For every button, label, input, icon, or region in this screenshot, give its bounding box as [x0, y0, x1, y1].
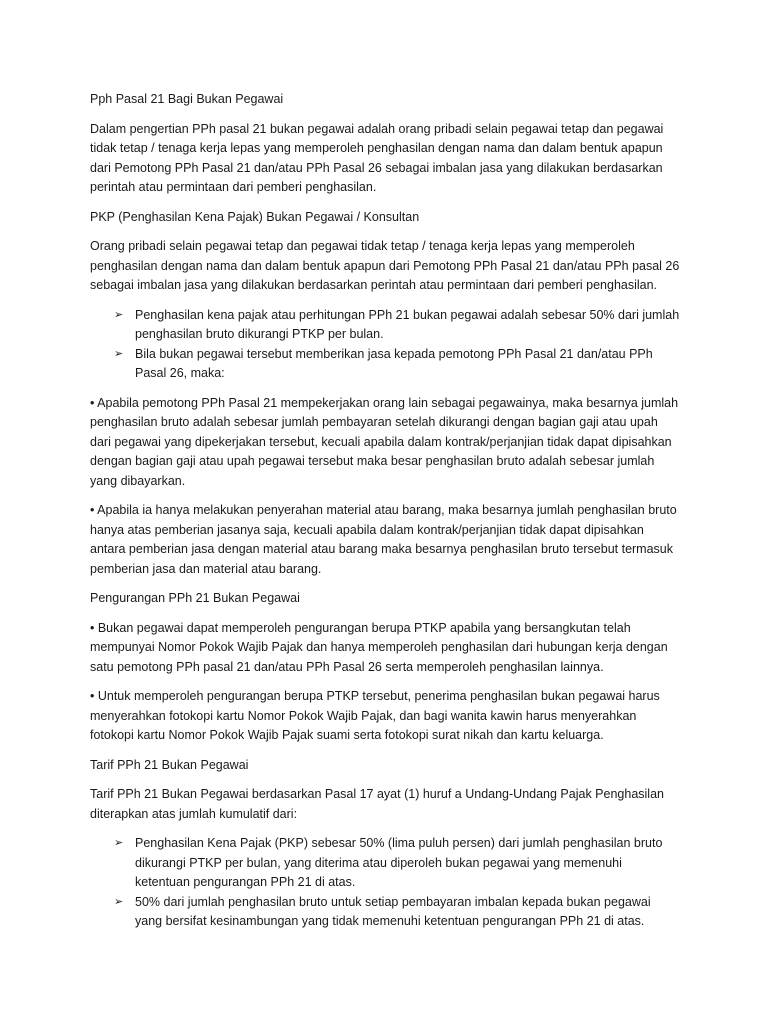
paragraph-material-barang: • Apabila ia hanya melakukan penyerahan material atau barang, maka besarnya jumlah penghasilan bruto hanya atas pemberian jasanya saja, kecuali apabila dalam kontrak/perjanjian tidak dapat dipisahkan antara pemberian jasa dengan material atau barang maka besarnya penghasilan bruto tersebut termasuk pemberian jasa dan material atau barang. — [90, 503, 677, 576]
arrow-bullet-icon: ➢ — [114, 347, 124, 360]
heading-tarif: Tarif PPh 21 Bukan Pegawai — [90, 757, 249, 772]
arrow-bullet-icon: ➢ — [114, 837, 124, 849]
paragraph-tarif: Tarif PPh 21 Bukan Pegawai berdasarkan Pasal 17 ayat (1) huruf a Undang-Undang Pajak Penghasilan diterapkan atas jumlah kumulatif dari: — [90, 787, 664, 821]
list-item-text: Bila bukan pegawai tersebut memberikan jasa kepada pemotong PPh Pasal 21 dan/atau PPh Pasal 26, maka: — [135, 346, 653, 380]
paragraph-definition: Dalam pengertian PPh pasal 21 bukan pegawai adalah orang pribadi selain pegawai tetap dan pegawai tidak tetap / tenaga kerja lepas yang memperoleh penghasilan dengan nama dan dalam bentuk apapun dari Pemotong PPh Pasal 21 dan/atau PPh Pasal 26 sebagai imbalan jasa yang dilakukan berdasarkan perintah atau permintaan dari pemberi penghasilan. — [90, 121, 664, 194]
arrow-bullet-icon: ➢ — [114, 308, 124, 321]
list-item — [90, 306, 680, 345]
list-item-text: 50% dari jumlah penghasilan bruto untuk setiap pembayaran imbalan kepada bukan pegawai yang bersifat kesinambungan yang tidak memenuhi ketentuan pengurangan PPh 21 di atas. — [135, 894, 651, 928]
arrow-list-tarif — [90, 834, 680, 932]
heading-pengurangan: Pengurangan PPh 21 Bukan Pegawai — [90, 591, 300, 605]
arrow-bullet-icon: ➢ — [114, 895, 124, 908]
arrow-list-pkp — [90, 306, 680, 384]
list-item — [90, 345, 680, 384]
paragraph-pegawai-lain: • Apabila pemotong PPh Pasal 21 mempekerjakan orang lain sebagai pegawainya, maka besarnya jumlah penghasilan bruto adalah sebesar jumlah pembayaran setelah dikurangi dengan bagian gaji atau upah dari pegawai yang dipekerjakan tersebut, kecuali apabila dalam kontrak/perjanjian tidak dapat dipisahkan dengan bagian gaji atau upah pegawai tersebut maka besar penghasilan bruto adalah sebesar jumlah yang dibayarkan. — [90, 395, 679, 488]
document-body — [90, 90, 680, 942]
paragraph-pkp: Orang pribadi selain pegawai tetap dan pegawai tidak tetap / tenaga kerja lepas yang memperoleh penghasilan dengan nama dan dalam bentuk apapun dari Pemotong PPh Pasal 21 dan/atau PPh pasal 26 sebagai imbalan jasa yang dilakukan berdasarkan perintah atau permintaan dari pemberi penghasilan. — [90, 239, 680, 292]
paragraph-ptkp: • Bukan pegawai dapat memperoleh pengurangan berupa PTKP apabila yang bersangkutan telah mempunyai Nomor Pokok Wajib Pajak dan hanya memperoleh penghasilan dari hubungan kerja dengan satu pemotong PPh pasal 21 dan/atau PPh Pasal 26 serta memperoleh penghasilan lainnya. — [90, 620, 668, 674]
list-item-text: Penghasilan kena pajak atau perhitungan PPh 21 bukan pegawai adalah sebesar 50% dari jumlah penghasilan bruto dikurangi PTKP per bulan. — [135, 307, 680, 341]
list-item — [90, 834, 680, 893]
paragraph-fotokopi: • Untuk memperoleh pengurangan berupa PTKP tersebut, penerima penghasilan bukan pegawai harus menyerahkan fotokopi kartu Nomor Pokok Wajib Pajak, dan bagi wanita kawin harus menyerahkan fotokopi kartu Nomor Pokok Wajib Pajak suami serta fotokopi surat nikah dan kartu keluarga. — [90, 689, 660, 742]
heading-pkp: PKP (Penghasilan Kena Pajak) Bukan Pegawai / Konsultan — [90, 209, 420, 224]
heading-pph21-bukan-pegawai: Pph Pasal 21 Bagi Bukan Pegawai — [90, 92, 284, 106]
list-item-text: Penghasilan Kena Pajak (PKP) sebesar 50% (lima puluh persen) dari jumlah penghasilan bruto dikurangi PTKP per bulan, yang diterima atau diperoleh bukan pegawai yang memenuhi ketentuan pengurangan PPh 21 di atas. — [135, 836, 663, 889]
list-item — [90, 893, 680, 932]
